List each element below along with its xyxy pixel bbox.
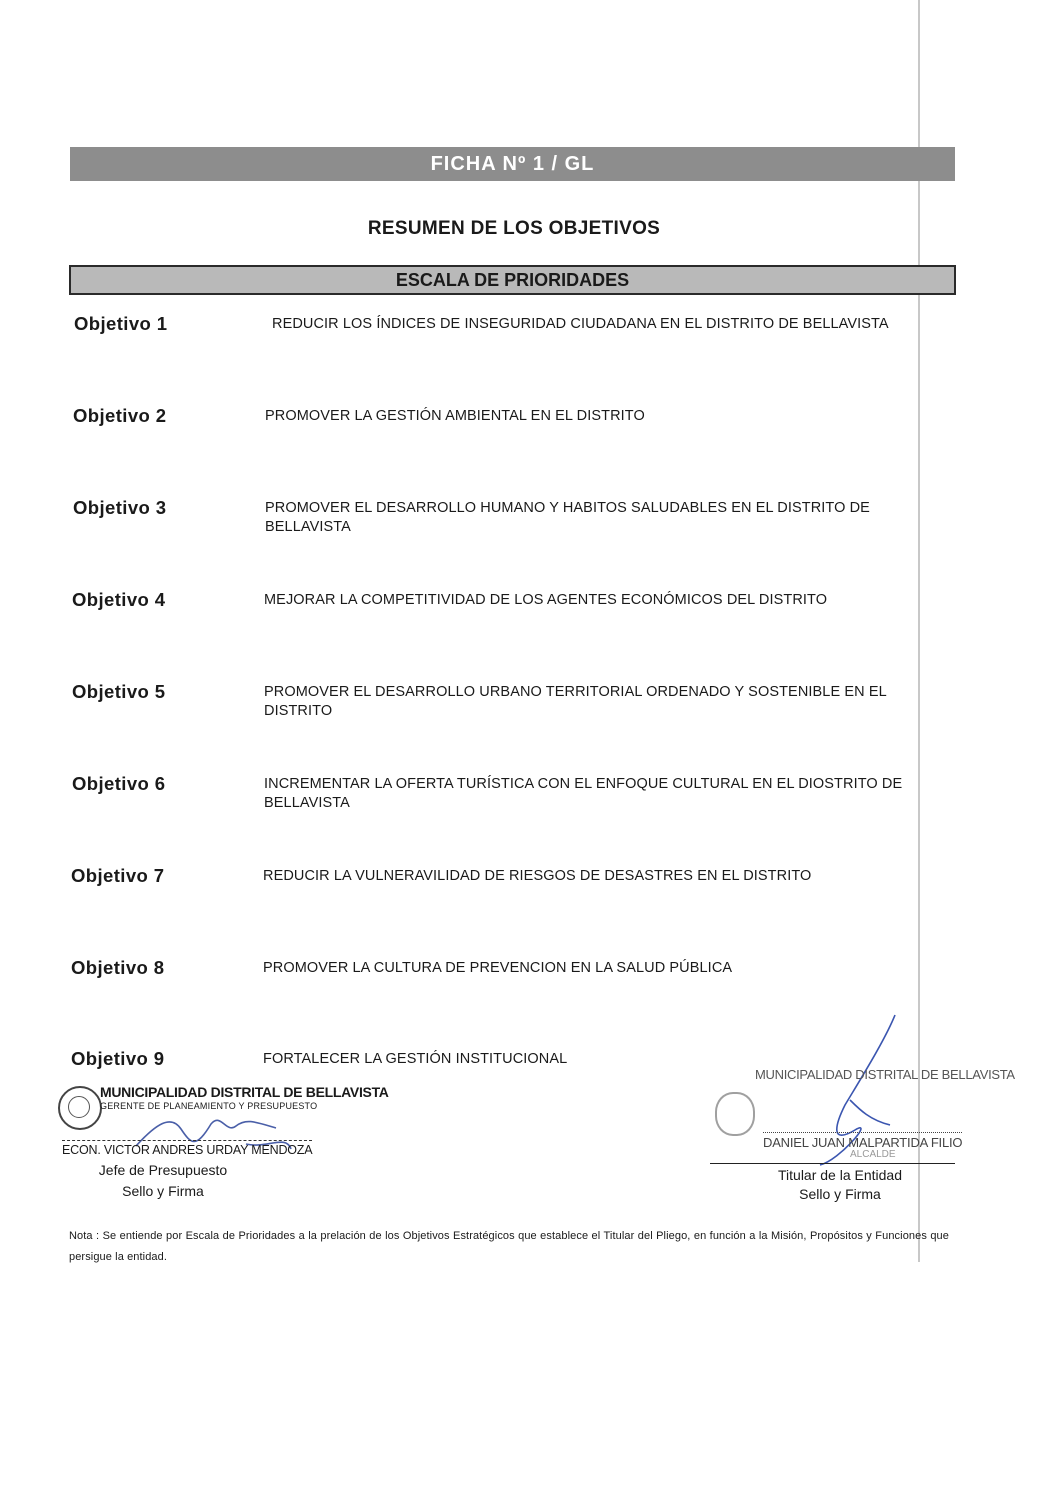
objective-2-label: Objetivo 2	[73, 405, 167, 426]
stamp-person: DANIEL JUAN MALPARTIDA FILIO	[763, 1132, 962, 1150]
objective-5-label: Objetivo 5	[72, 681, 166, 702]
document-title: RESUMEN DE LOS OBJETIVOS	[367, 218, 661, 239]
objective-2-text: PROMOVER LA GESTIÓN AMBIENTAL EN EL DISTRITO	[265, 408, 645, 424]
municipal-seal-icon	[715, 1092, 755, 1136]
municipal-seal-icon	[58, 1086, 102, 1130]
footnote: Nota : Se entiende por Escala de Prioridades a la prelación de los Objetivos Estratégicos que establece el Titular del Pliego, en función a la Misión, Propósitos y Funciones que persigue la entidad.	[69, 1230, 949, 1263]
objective-4-text: MEJORAR LA COMPETITIVIDAD DE LOS AGENTES ECONÓMICOS DEL DISTRITO	[264, 592, 828, 608]
objective-3-label: Objetivo 3	[73, 497, 167, 518]
objective-4-label: Objetivo 4	[72, 589, 166, 610]
objective-1-label: Objetivo 1	[74, 313, 168, 334]
objective-7-label: Objetivo 7	[71, 865, 165, 886]
signature-block-titular	[705, 1010, 1015, 1210]
stamp-role: GERENTE DE PLANEAMIENTO Y PRESUPUESTO	[100, 1101, 318, 1111]
objective-3-text: PROMOVER EL DESARROLLO HUMANO Y HABITOS SALUDABLES EN EL DISTRITO DE BELLAVISTA	[265, 500, 870, 535]
signature-block-budget	[58, 1082, 389, 1202]
objective-1-text: REDUCIR LOS ÍNDICES DE INSEGURIDAD CIUDADANA EN EL DISTRITO DE BELLAVISTA	[272, 316, 889, 332]
objective-6-label: Objetivo 6	[72, 773, 166, 794]
stamp-municipality: MUNICIPALIDAD DISTRITAL DE BELLAVISTA	[100, 1084, 389, 1100]
sello-firma-label: Sello y Firma	[799, 1186, 881, 1202]
objective-9-label: Objetivo 9	[71, 1048, 165, 1069]
stamp-municipality: MUNICIPALIDAD DISTRITAL DE BELLAVISTA	[755, 1067, 1015, 1082]
sello-firma-label: Sello y Firma	[122, 1183, 204, 1199]
objective-7-text: REDUCIR LA VULNERAVILIDAD DE RIESGOS DE DESASTRES EN EL DISTRITO	[263, 868, 812, 884]
stamp-person: ECON. VICTOR ANDRES URDAY MENDOZA	[62, 1140, 312, 1157]
signature-line	[710, 1163, 955, 1164]
objective-5-text: PROMOVER EL DESARROLLO URBANO TERRITORIAL ORDENADO Y SOSTENIBLE EN EL DISTRITO	[264, 684, 887, 719]
signer-role: Jefe de Presupuesto	[98, 1162, 228, 1178]
escala-header: ESCALA DE PRIORIDADES	[69, 265, 956, 295]
ficha-header: FICHA Nº 1 / GL	[70, 147, 955, 181]
objective-6-text: INCREMENTAR LA OFERTA TURÍSTICA CON EL ENFOQUE CULTURAL EN EL DIOSTRITO DE BELLAVISTA	[264, 776, 903, 811]
signer-role: Titular de la Entidad	[778, 1167, 902, 1183]
objective-8-label: Objetivo 8	[71, 957, 165, 978]
objective-8-text: PROMOVER LA CULTURA DE PREVENCION EN LA SALUD PÚBLICA	[263, 960, 733, 976]
objective-9-text: FORTALECER LA GESTIÓN INSTITUCIONAL	[263, 1051, 568, 1067]
stamp-role: ALCALDE	[850, 1149, 896, 1160]
